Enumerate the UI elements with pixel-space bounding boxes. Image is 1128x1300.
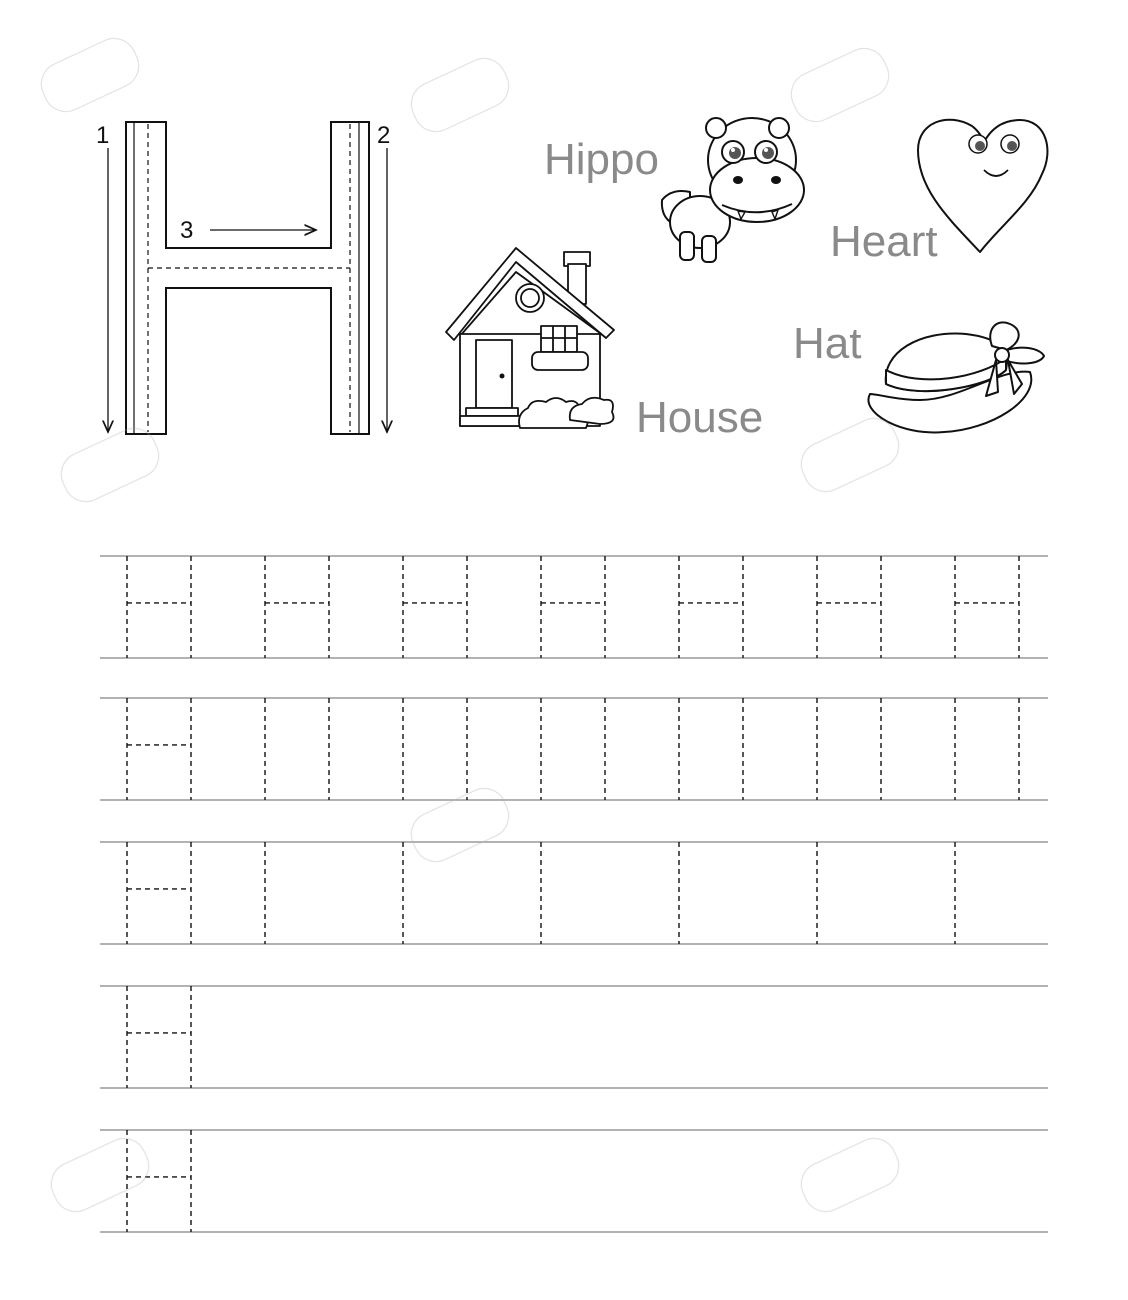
word-heart: Heart [830,217,938,266]
word-hat: Hat [793,319,862,368]
stroke-number-3: 3 [180,217,194,244]
stroke-number-2: 2 [377,122,391,149]
word-hippo: Hippo [544,135,659,184]
word-house: House [636,393,764,442]
stroke-number-1: 1 [96,122,110,149]
